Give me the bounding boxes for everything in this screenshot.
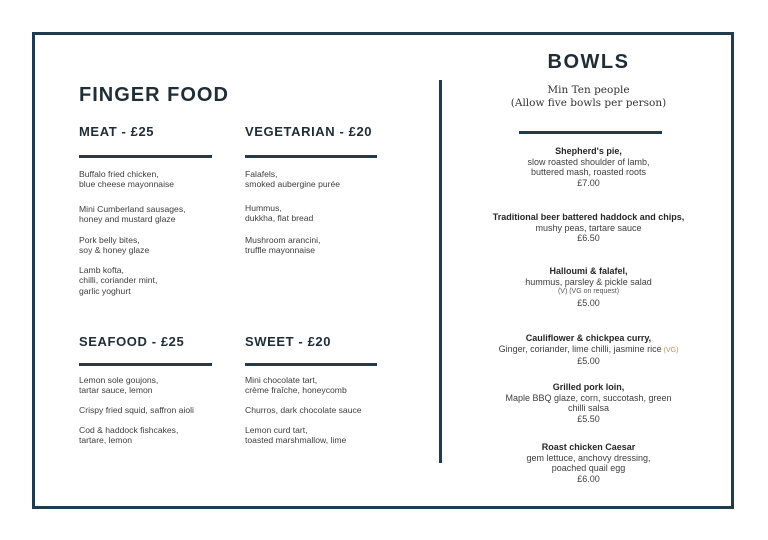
item-line: Pork belly bites, (79, 235, 140, 245)
dish-description (443, 223, 734, 234)
dish-description (443, 344, 734, 357)
menu-item (79, 169, 174, 190)
dish-text: hummus, parsley & pickle salad (525, 276, 652, 287)
bowls-subtitle (443, 84, 734, 109)
item-line: dukkha, flat bread (245, 213, 314, 224)
dish-text: poached quail egg (551, 463, 626, 474)
item-line: honey and mustard glaze (79, 214, 176, 225)
item-line: Falafels, (245, 169, 278, 179)
item-line: tartar sauce, lemon (79, 385, 153, 396)
meat-heading: MEAT - £25 (79, 124, 155, 139)
menu-item (79, 375, 158, 396)
bowls-min-people: Min Ten people (547, 84, 630, 96)
dish-text: mushy peas, tartare sauce (535, 222, 642, 233)
item-line: Lamb kofta, (79, 265, 124, 275)
item-line: Lemon sole goujons, (79, 375, 159, 385)
item-line: blue cheese mayonnaise (79, 179, 175, 190)
bowls-title: BOWLS (547, 51, 630, 73)
bowl-dish (443, 382, 734, 424)
sweet-heading: SWEET - £20 (245, 334, 332, 349)
menu-item (245, 405, 362, 415)
item-line: crème fraîche, honeycomb (245, 385, 347, 396)
dish-text: gem lettuce, anchovy dressing, (526, 452, 651, 463)
item-line: Hummus, (245, 203, 282, 213)
menu-item (79, 405, 194, 415)
dish-description (443, 393, 734, 404)
item-line: Lemon curd tart, (245, 425, 308, 435)
item-line: soy & honey glaze (79, 245, 150, 256)
item-line: Buffalo fried chicken, (79, 169, 159, 179)
finger-food-title: FINGER FOOD (79, 84, 229, 106)
column-divider (439, 80, 442, 463)
dish-price: £7.00 (577, 177, 600, 188)
dish-name: Grilled pork loin, (552, 382, 625, 392)
bowl-dish (443, 212, 734, 244)
menu-item (79, 235, 149, 256)
item-line: truffle mayonnaise (245, 245, 316, 256)
dish-text: chilli salsa (567, 403, 609, 414)
dish-text: slow roasted shoulder of lamb, (527, 156, 650, 167)
dietary-tag: (VG) (663, 346, 679, 354)
menu-item (245, 375, 347, 396)
item-line: toasted marshmallow, lime (245, 435, 347, 446)
seafood-underline (79, 363, 212, 366)
bowls-allowance: (Allow five bowls per person) (510, 96, 667, 109)
dish-name: Traditional beer battered haddock and chips, (492, 212, 685, 222)
menu-item (245, 169, 340, 190)
menu-item (79, 425, 178, 446)
bowl-dish (443, 442, 734, 484)
sweet-underline (245, 363, 377, 366)
dish-text: Ginger, coriander, lime chilli, jasmine rice (498, 343, 662, 354)
dish-name: Halloumi & falafel, (549, 266, 628, 276)
item-line: chilli, coriander mint, (79, 275, 158, 286)
dish-price: £6.00 (577, 473, 600, 484)
dish-description (443, 403, 734, 414)
bowls-underline (519, 131, 662, 134)
menu-item (79, 204, 186, 225)
vegetarian-underline (245, 155, 377, 158)
dietary-note: (V) (VG on request) (557, 288, 620, 296)
menu-item (245, 425, 346, 446)
item-line: Cod & haddock fishcakes, (79, 425, 179, 435)
dish-price: £5.50 (577, 413, 600, 424)
dish-name: Roast chicken Caesar (541, 442, 636, 452)
item-line: Churros, dark chocolate sauce (245, 405, 362, 415)
dish-description (443, 167, 734, 178)
menu-item (245, 203, 313, 224)
dish-name: Shepherd's pie, (555, 146, 622, 156)
item-line: Crispy fried squid, saffron aioli (79, 405, 194, 415)
seafood-heading: SEAFOOD - £25 (79, 334, 185, 349)
menu-item (245, 235, 320, 256)
dish-price: £5.00 (577, 356, 600, 367)
item-line: Mushroom arancini, (245, 235, 321, 245)
dish-description (443, 453, 734, 464)
dish-price: £6.50 (577, 233, 600, 244)
bowl-dish (443, 333, 734, 367)
item-line: Mini Cumberland sausages, (79, 204, 186, 214)
dish-text: Maple BBQ glaze, corn, succotash, green (505, 392, 672, 403)
meat-underline (79, 155, 212, 158)
menu-item (79, 265, 157, 296)
item-line: tartare, lemon (79, 435, 133, 446)
vegetarian-heading: VEGETARIAN - £20 (245, 124, 373, 139)
dish-description (443, 277, 734, 288)
item-line: garlic yoghurt (79, 285, 131, 296)
dish-description (443, 463, 734, 474)
bowl-dish (443, 146, 734, 188)
dish-text: buttered mash, roasted roots (530, 167, 647, 178)
dish-description (443, 157, 734, 168)
dish-name: Cauliflower & chickpea curry, (525, 333, 652, 343)
dish-price: £5.00 (577, 297, 600, 308)
item-line: Mini chocolate tart, (245, 375, 318, 385)
bowl-dish (443, 266, 734, 308)
item-line: smoked aubergine purée (245, 179, 341, 190)
